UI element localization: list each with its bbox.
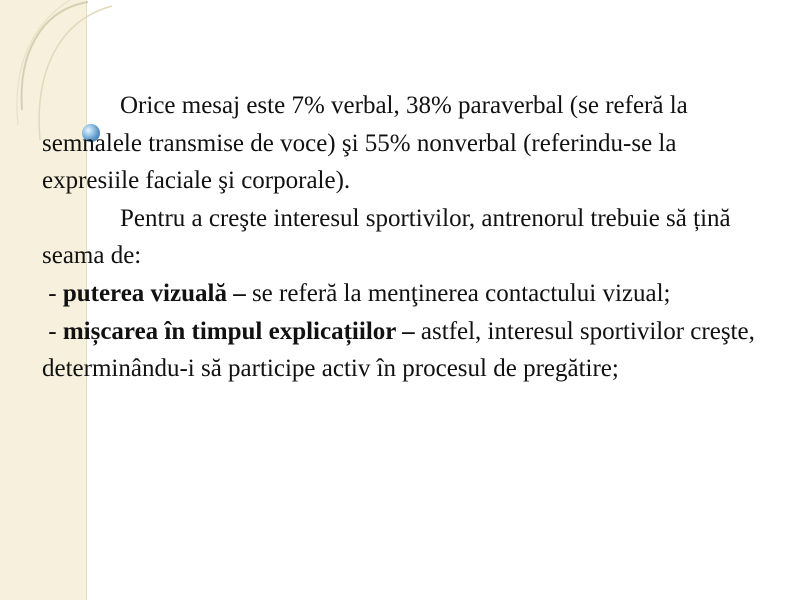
bullet-1-text: se referă la menţinerea contactului vizual;	[245, 279, 671, 307]
bullet-2-prefix: -	[48, 317, 63, 345]
bullet-1-prefix: -	[48, 279, 63, 307]
bullet-2-text: astfel, interesul sportivilor creşte, determinându-i să participe activ în procesul de pregătire;	[42, 317, 755, 383]
bullet-2	[42, 313, 762, 388]
bullet-2-term: mișcarea în timpul explicațiilor –	[62, 317, 415, 345]
paragraph-1	[42, 87, 762, 200]
bullet-1	[42, 275, 762, 313]
paragraph-2	[42, 200, 762, 275]
slide-body	[42, 87, 762, 388]
paragraph-2-text: Pentru a creşte interesul sportivilor, antrenorul trebuie să țină seama de:	[42, 204, 731, 270]
paragraph-1-text: Orice mesaj este 7% verbal, 38% paraverbal (se referă la semnalele transmise de voce) şi 55% nonverbal (referindu-se la expresiile faciale şi corporale).	[42, 92, 688, 195]
bullet-1-term: puterea vizuală –	[62, 279, 246, 307]
